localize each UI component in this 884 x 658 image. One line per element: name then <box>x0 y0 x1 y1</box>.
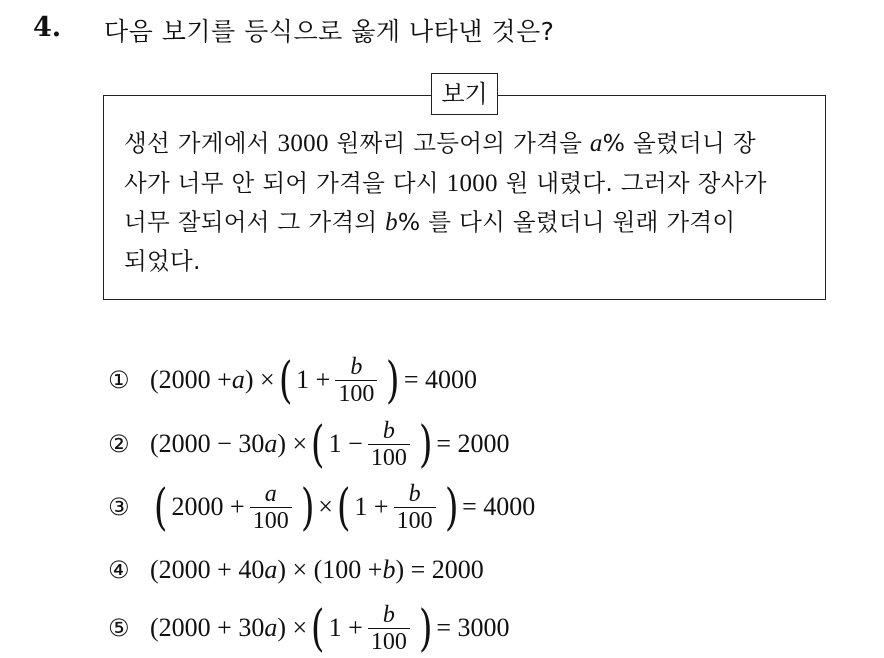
question-number: 4. <box>33 12 62 43</box>
bogi-line-3: 너무 잘되어서 그 가격의 b% 를 다시 올렸더니 원래 가격이 <box>124 208 736 236</box>
bogi-line-4: 되었다. <box>124 247 201 275</box>
option-marker: ④ <box>108 556 130 584</box>
option-marker: ③ <box>108 493 130 521</box>
question-text: 다음 보기를 등식으로 옳게 나타낸 것은? <box>104 17 555 46</box>
fraction: $\frac{b}{100}$ <box>394 481 436 534</box>
fraction: $\frac{a}{100}$ <box>250 481 292 534</box>
option-5[interactable]: ⑤ (2000 + 30 a ) × ( 1 + $\frac{b}{100}$ ) = 3000 <box>108 599 510 657</box>
option-4[interactable]: ④ (2000 + 40 a ) × (100 + b ) = 2000 <box>108 555 484 584</box>
option-marker: ⑤ <box>108 614 130 642</box>
fraction: $\frac{b}{100}$ <box>368 602 410 655</box>
fraction: $\frac{b}{100}$ <box>335 354 377 407</box>
option-3[interactable]: ③ ( 2000 + $\frac{a}{100}$ ) × ( 1 + $\frac{b}{100}$ ) = 4000 <box>108 478 536 536</box>
bogi-line-2: 사가 너무 안 되어 가격을 다시 1000 원 내렸다. 그러자 장사가 <box>124 169 767 197</box>
option-marker: ① <box>108 366 130 394</box>
fraction: $\frac{b}{100}$ <box>368 418 410 471</box>
bogi-label: 보기 <box>431 73 498 115</box>
bogi-line-1: 생선 가게에서 3000 원짜리 고등어의 가격을 a% 올렸더니 장 <box>124 129 756 157</box>
option-marker: ② <box>108 430 130 458</box>
option-2[interactable]: ② (2000 − 30 a ) × ( 1 − $\frac{b}{100}$ ) = 2000 <box>108 415 510 473</box>
option-1[interactable]: ① (2000 + a ) × ( 1 + $\frac{b}{100}$ ) = 4000 <box>108 351 478 409</box>
